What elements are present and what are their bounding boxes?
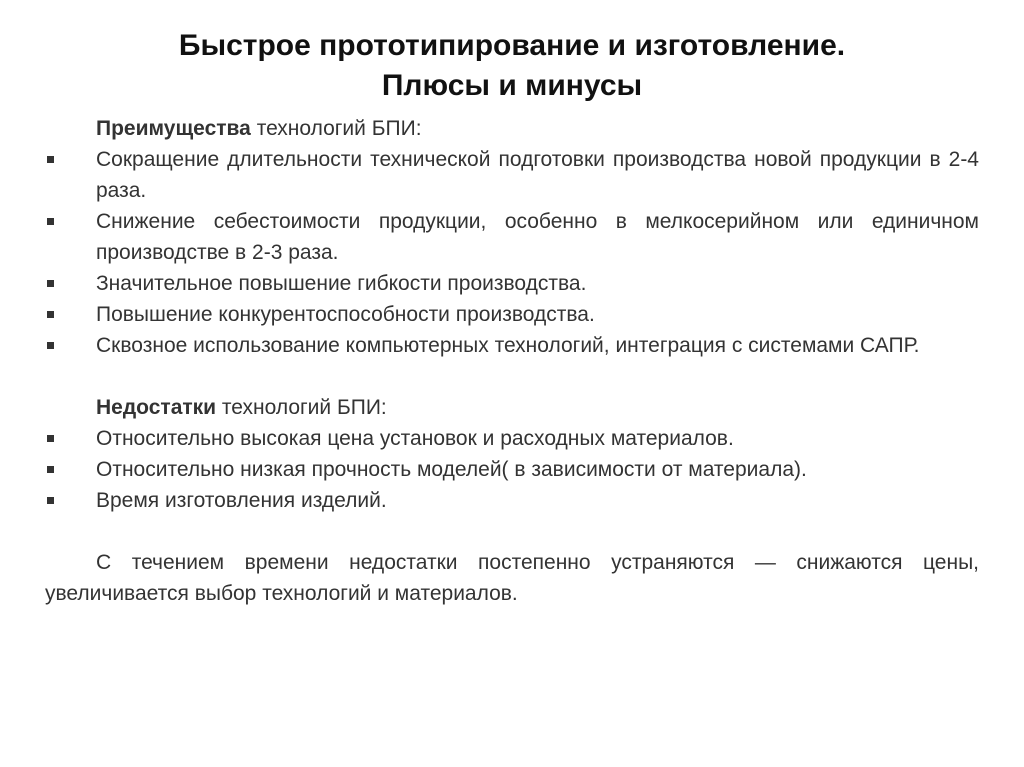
list-item (45, 206, 979, 268)
slide-title-line-1: Быстрое прототипирование и изготовление. (178, 29, 846, 62)
list-item (45, 144, 979, 206)
slide-title (40, 26, 984, 106)
list-item-text: Снижение себестоимости продукции, особенно в мелкосерийном или единичном производстве в 2-3 раза. (96, 210, 979, 264)
conclusion-paragraph: С течением времени недостатки постепенно устраняются — снижаются цены, увеличивается выбор технологий и материалов. (45, 551, 979, 605)
advantages-heading-rest: технологий БПИ: (250, 117, 422, 140)
disadvantages-heading-bold: Недостатки (96, 396, 217, 419)
list-item-text: Сквозное использование компьютерных технологий, интеграция с системами САПР. (96, 334, 920, 357)
list-item-text: Время изготовления изделий. (96, 489, 387, 512)
advantages-heading-bold: Преимущества (96, 117, 251, 140)
square-bullet-icon (47, 311, 54, 318)
spacer (45, 361, 979, 392)
square-bullet-icon (47, 435, 54, 442)
list-item (45, 423, 979, 454)
list-item-text: Сокращение длительности технической подготовки производства новой продукции в 2-4 раза. (96, 148, 979, 202)
square-bullet-icon (47, 280, 54, 287)
slide-body (45, 113, 979, 609)
list-item (45, 485, 979, 516)
square-bullet-icon (47, 497, 54, 504)
list-item (45, 299, 979, 330)
list-item-text: Относительно высокая цена установок и расходных материалов. (96, 427, 734, 450)
list-item (45, 454, 979, 485)
slide-title-line-2: Плюсы и минусы (381, 69, 643, 102)
disadvantages-heading-rest: технологий БПИ: (216, 396, 387, 419)
disadvantages-list (45, 423, 979, 516)
list-item-text: Значительное повышение гибкости производства. (96, 272, 587, 295)
list-item-text: Повышение конкурентоспособности производства. (96, 303, 595, 326)
square-bullet-icon (47, 218, 54, 225)
spacer (45, 516, 979, 547)
list-item (45, 268, 979, 299)
square-bullet-icon (47, 156, 54, 163)
square-bullet-icon (47, 342, 54, 349)
list-item (45, 330, 979, 361)
list-item-text: Относительно низкая прочность моделей( в зависимости от материала). (96, 458, 807, 481)
disadvantages-heading (45, 392, 979, 423)
square-bullet-icon (47, 466, 54, 473)
advantages-heading (45, 113, 979, 144)
advantages-list (45, 144, 979, 361)
